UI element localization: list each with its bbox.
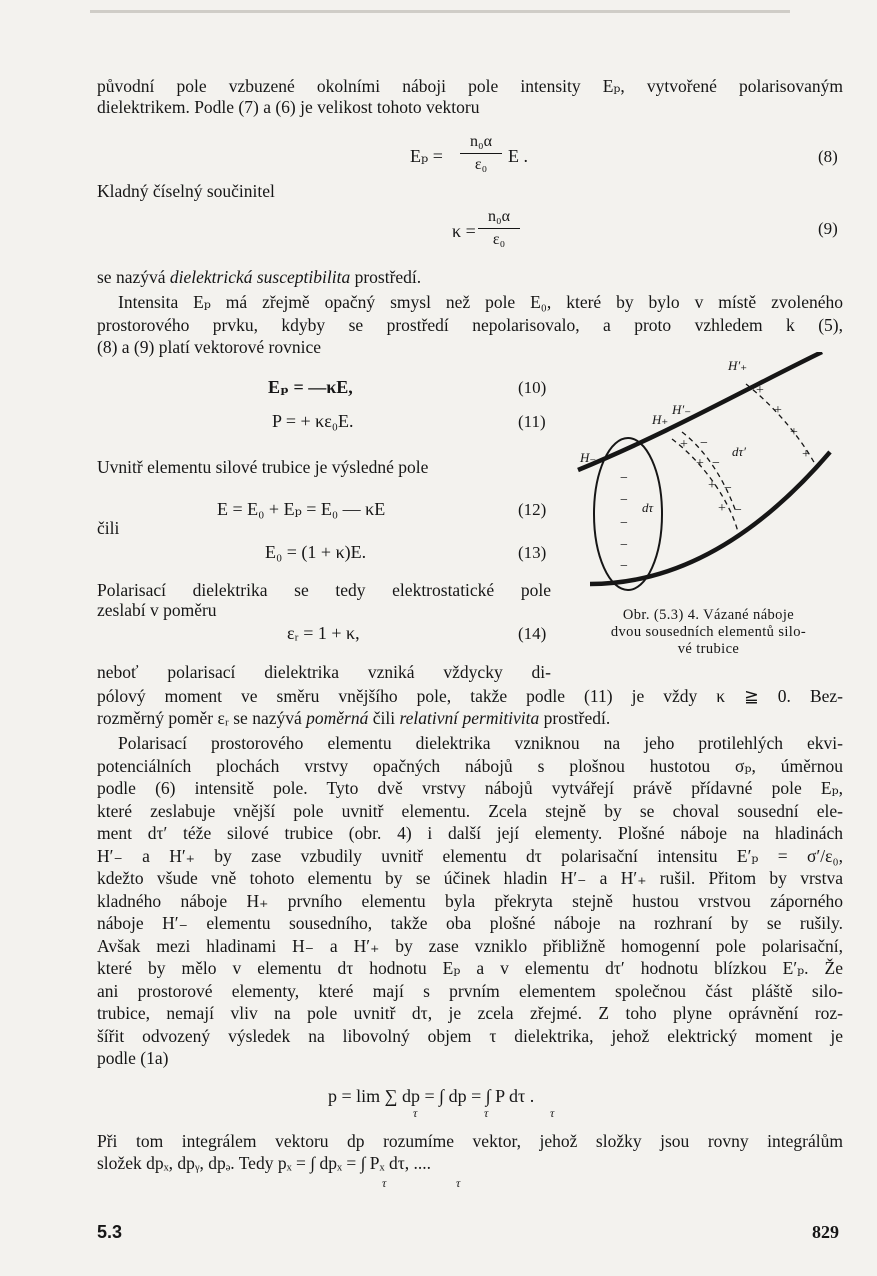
text-line: Avšak mezi hladinami H₋ a H′₊ by zase vzniklo přibližně homogenní pole polarisační, (97, 936, 843, 956)
text-line: neboť polarisací dielektrika vzniká vždycky di- (97, 662, 551, 682)
denominator: ε₀ (492, 231, 506, 248)
label-H-plus: H₊ (652, 412, 669, 427)
label-dtau-prime: dτ′ (732, 444, 746, 459)
text-span: prostředí. (543, 708, 611, 728)
charge-minus: − (620, 516, 628, 531)
tube-upper-wall (578, 352, 822, 470)
label-H-prime-minus: H′₋ (672, 402, 692, 417)
page-number: 829 (812, 1222, 839, 1242)
equation-10: Eₚ = —κE, (268, 377, 353, 397)
text-line: trubice, nemají vliv na pole uvnitř dτ, je zcela zřejmé. Z toho plyne oprávnění roz- (97, 1003, 843, 1023)
equation-9-lhs: κ = (452, 221, 476, 241)
equation-13: E₀ = (1 + κ)E. (265, 542, 367, 562)
text-line: původní pole vzbuzené okolními náboji pole intensity Eₚ, vytvořené polarisovaným (97, 76, 843, 96)
integral-subscript: τ (550, 1106, 555, 1120)
italic-term: relativní permitivita (399, 708, 540, 728)
charge-plus: + (802, 447, 810, 462)
charge-minus: − (734, 503, 742, 518)
fraction-bar (460, 153, 502, 154)
text-line: ment dτ′ téže silové trubice (obr. 4) i další její elementy. Plošné náboje na hladinách (97, 823, 843, 843)
integral-subscript: τ (382, 1176, 387, 1190)
caption-line: dvou sousedních elementů silo- (610, 624, 807, 640)
text-line (97, 708, 610, 728)
text-line: náboje H′₋ elementu sousedního, takže oba plošné náboje na rozhraní by se rušily. (97, 913, 843, 933)
charge-minus: − (712, 456, 720, 471)
label-H-prime-plus: H′₊ (728, 358, 748, 373)
top-edge-shadow (90, 10, 790, 13)
cross-section-H-prime-minus (682, 432, 736, 512)
charge-plus: + (774, 403, 782, 418)
text-line: ani prostorové elementy, které mají s prvním elementem společnou část pláště silo- (97, 981, 843, 1001)
text-line: kladného náboje H₊ prvního elementu byla překryta stejně hustou vrstvou záporného (97, 891, 843, 911)
charge-plus: + (756, 383, 764, 398)
text-line (97, 267, 421, 287)
label-dtau: dτ (642, 500, 654, 515)
text-line: kdežto všude vně tohoto elementu by se účinek hladin H′₋ a H′₊ rušil. Přitom by vrstva (97, 868, 843, 888)
figure-caption (566, 607, 851, 658)
equation-8-rhs: E . (508, 146, 528, 166)
charge-minus: − (620, 471, 628, 486)
charge-minus: − (620, 559, 628, 574)
equation-number: (14) (518, 624, 547, 643)
fraction-bar (478, 228, 520, 229)
text-line: Uvnitř elementu silové trubice je výsledné pole (97, 457, 429, 477)
equation-number: (8) (818, 147, 838, 166)
text-line: prostorového prvku, kdyby se prostředí nepolarisovalo, a proto vzhledem k (5), (97, 315, 843, 335)
text-line: Kladný číselný součinitel (97, 181, 275, 201)
equation-number: (13) (518, 543, 547, 562)
equation-11: P = + κε₀E. (272, 411, 354, 431)
equation-number: (11) (518, 412, 546, 431)
text-line: šířit odvozený výsledek na libovolný objem τ dielektrika, jehož elektrický moment je (97, 1026, 843, 1046)
caption-line: Obr. (5.3) 4. Vázané náboje (622, 607, 795, 623)
charge-plus: + (696, 456, 704, 471)
text-span: prostředí. (354, 267, 422, 287)
text-line: potenciálních plochách vrstvy opačných nábojů s plošnou hustotou σₚ, úměrnou (97, 756, 843, 776)
equation-integral: p = lim ∑ dp = ∫ dp = ∫ P dτ . (328, 1086, 535, 1106)
text-line: Polarisací prostorového elementu dielektrika vzniknou na jeho protilehlých ekvi- (118, 733, 843, 753)
numerator: n₀α (470, 133, 492, 150)
equation-number: (9) (818, 219, 838, 238)
text-span: se nazývá (97, 267, 166, 287)
charge-minus: − (620, 538, 628, 553)
text-line: Intensita Eₚ má zřejmě opačný smysl než pole E₀, které by bylo v místě zvoleného (118, 292, 843, 312)
integral-subscript: τ (413, 1106, 418, 1120)
equation-number: (12) (518, 500, 547, 519)
section-number: 5.3 (97, 1222, 123, 1242)
text-span: rozměrný poměr εᵣ se nazývá (97, 708, 302, 728)
italic-term: poměrná (306, 708, 369, 728)
italic-term: dielektrická susceptibilita (169, 267, 351, 287)
text-line: které by mělo v elementu dτ hodnotu Eₚ a v elementu dτ′ hodnotu blízkou E′ₚ. Že (97, 958, 843, 978)
integral-subscript: τ (484, 1106, 489, 1120)
text-line: pólový moment ve směru vnějšího pole, takže podle (11) je vždy κ ≧ 0. Bez- (97, 686, 843, 706)
denominator: ε₀ (474, 156, 488, 173)
equation-9-fraction (478, 208, 520, 249)
caption-line: vé trubice (677, 641, 740, 657)
charge-plus: + (718, 501, 726, 516)
equation-8-fraction (460, 133, 502, 174)
text-line: podle (6) intensitě pole. Tyto dvě vrstvy nábojů vytvářejí právě přídavné pole Eₚ, (97, 778, 843, 798)
text-line: Při tom integrálem vektoru dp rozumíme vektor, jehož složky jsou rovny integrálům (97, 1131, 843, 1151)
text-line: H′₋ a H′₊ by zase vzbudily uvnitř elementu dτ polarisační intensitu E′ₚ = σ′/ε₀, (97, 846, 843, 866)
text-span: čili (372, 708, 396, 728)
equation-number: (10) (518, 378, 547, 397)
figure-force-tube (560, 352, 850, 602)
numerator: n₀α (488, 208, 510, 225)
equation-8-lhs: Eₚ = (410, 146, 443, 166)
text-line: (8) a (9) platí vektorové rovnice (97, 337, 322, 357)
text-line: dielektrikem. Podle (7) a (6) je velikost tohoto vektoru (97, 97, 480, 117)
label-H-minus: H₋ (580, 450, 597, 465)
charge-minus: − (620, 493, 628, 508)
equation-12: E = E₀ + Eₚ = E₀ — κE (217, 499, 386, 519)
text-line: Polarisací dielektrika se tedy elektrostatické pole (97, 580, 551, 600)
charge-minus: − (700, 436, 708, 451)
charge-plus: + (708, 478, 716, 493)
text-line: složek dpₓ, dpᵧ, dpₔ. Tedy pₓ = ∫ dpₓ = ∫ Pₓ dτ, .... (97, 1153, 432, 1173)
text-line: čili (97, 518, 120, 538)
charge-minus: − (724, 481, 732, 496)
text-line: zeslabí v poměru (97, 600, 217, 620)
integral-subscript: τ (456, 1176, 461, 1190)
charge-plus: + (790, 425, 798, 440)
text-line: podle (1a) (97, 1048, 169, 1068)
equation-14: εᵣ = 1 + κ, (287, 623, 360, 643)
text-line: které zeslabuje vnější pole uvnitř elementu. Zcela stejně by se choval sousední ele- (97, 801, 843, 821)
charge-plus: + (680, 437, 688, 452)
